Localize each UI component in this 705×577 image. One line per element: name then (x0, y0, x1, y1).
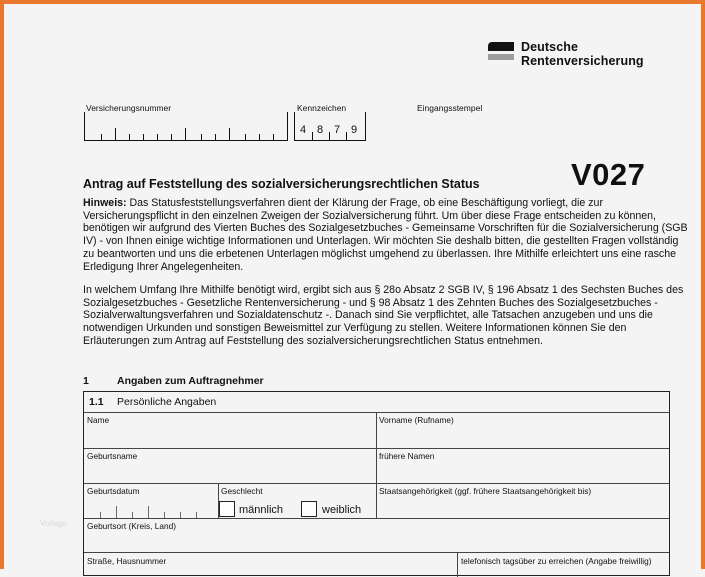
fruehere-namen-label: frühere Namen (379, 451, 435, 461)
weiblich-label: weiblich (322, 504, 362, 516)
kennzeichen-digit: 4 (299, 124, 307, 136)
kennzeichen-digit: 7 (333, 124, 341, 136)
strasse-label: Straße, Hausnummer (87, 556, 167, 566)
telefon-field[interactable] (458, 553, 669, 576)
geburtsort-field[interactable] (84, 519, 669, 552)
geburtsdatum-field[interactable] (84, 484, 218, 518)
eingangsstempel-label: Eingangsstempel (417, 103, 483, 113)
name-label: Name (87, 415, 110, 425)
telefon-label: telefonisch tagsüber zu erreichen (Angabe freiwillig) (461, 556, 652, 566)
form-code: V027 (571, 157, 646, 192)
geburtsdatum-label: Geburtsdatum (87, 486, 140, 496)
strasse-field[interactable] (84, 553, 456, 576)
hint-label: Hinweis: (83, 197, 127, 209)
geburtsname-field[interactable] (84, 449, 375, 483)
maennlich-label: männlich (239, 504, 284, 516)
legal-paragraph: In welchem Umfang Ihre Mithilfe benötigt wird, ergibt sich aus § 28o Absatz 2 SGB IV, § 196 Absatz 1 des Sechsten Buches des Sozialgesetzbuches - Gesetzliche Rentenversicherung - und § 98 Absatz 1 des Zehnten Buches des Sozialgesetzbuches - Sozialverwaltungsverfahren und Sozialdatenschutz -. Danach sind Sie verpflichtet, alle Tatsachen anzugeben und uns die notwendigen Urkunden und sonstigen Beweismittel zur Verfügung zu stellen. Weitere Informationen können Sie den Erläuterungen zum Antrag auf Feststellung des sozialversicherungsrechtlichen Status entnehmen. (83, 284, 684, 347)
drv-logo-text (521, 40, 644, 68)
personal-data-table (83, 391, 670, 576)
maennlich-checkbox[interactable] (219, 501, 235, 517)
drv-logo (488, 40, 644, 68)
drv-logo-icon (488, 42, 514, 68)
hint-paragraph (83, 197, 688, 273)
geburtsname-label: Geburtsname (87, 451, 138, 461)
geburtsort-label: Geburtsort (Kreis, Land) (87, 521, 176, 531)
logo-line1: Deutsche (521, 40, 579, 54)
subsection-title: Persönliche Angaben (117, 396, 217, 408)
vorname-label: Vorname (Rufname) (379, 415, 454, 425)
versicherungsnummer-label: Versicherungsnummer (86, 103, 172, 113)
vorname-field[interactable] (377, 413, 669, 448)
kennzeichen-digit: 8 (316, 124, 324, 136)
staatsangehoerigkeit-field[interactable] (377, 496, 669, 518)
name-field[interactable] (84, 413, 375, 448)
staatsangehoerigkeit-label: Staatsangehörigkeit (ggf. frühere Staatsangehörigkeit bis) (379, 486, 592, 496)
logo-line2: Rentenversicherung (521, 54, 644, 68)
kennzeichen-label: Kennzeichen (297, 103, 347, 113)
section-title: Angaben zum Auftragnehmer (117, 375, 264, 387)
form-title: Antrag auf Feststellung des sozialversicherungsrechtlichen Status (83, 177, 480, 191)
subsection-number: 1.1 (89, 396, 104, 408)
hint-text: Das Statusfeststellungsverfahren dient der Klärung der Frage, ob eine Beschäftigung vorliegt, die zur Versicherungspflicht in den einzelnen Zweigen der Sozialversicherung führt. Um über diese Frage entscheiden zu können, benötigen wir aufgrund des Vierten Buches des Sozialgesetzbuches - Gemeinsame Vorschriften für die Sozialversicherung (SGB IV) - von Ihnen einige wichtige Informationen und Unterlagen. Wir möchten Sie deshalb bitten, die gestellten Fragen vollständig zu beantworten und uns die erbetenen Unterlagen möglichst umgehend zu überlassen. Ihre Mithilfe erleichtert uns eine rasche Erledigung Ihrer Angelegenheiten. (83, 197, 688, 273)
watermark: Vorlage (40, 519, 68, 528)
weiblich-checkbox[interactable] (301, 501, 317, 517)
kennzeichen-field (294, 112, 366, 141)
versicherungsnummer-field[interactable] (84, 112, 288, 141)
section-number: 1 (83, 375, 89, 387)
geschlecht-label: Geschlecht (221, 486, 263, 496)
kennzeichen-digit: 9 (350, 124, 358, 136)
fruehere-namen-field[interactable] (377, 449, 669, 483)
